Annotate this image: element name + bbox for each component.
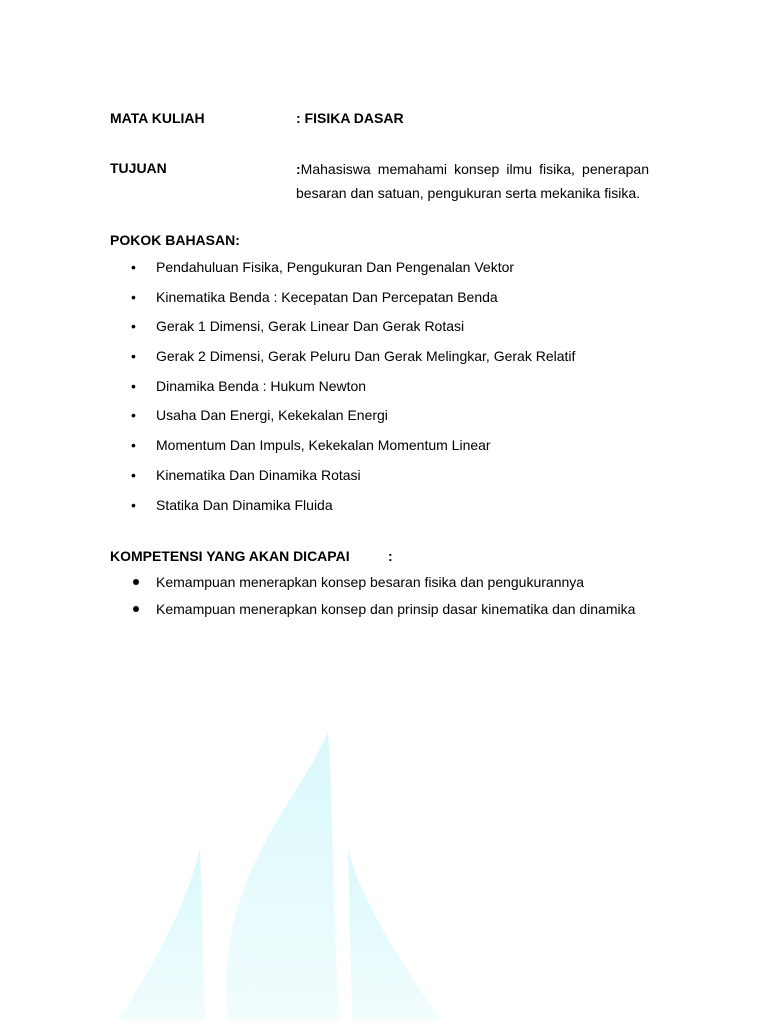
tujuan-line-1 <box>296 157 649 181</box>
watermark-center-spire <box>226 732 340 1020</box>
watermark-logo <box>0 720 768 1024</box>
bullet-dot-icon <box>133 606 139 612</box>
list-item <box>110 317 575 347</box>
mata-kuliah-value: : FISIKA DASAR <box>296 110 404 126</box>
bullet-icon: • <box>131 259 136 275</box>
bullet-icon: • <box>131 318 136 335</box>
list-item <box>110 288 575 318</box>
kompetensi-label: KOMPETENSI YANG AKAN DICAPAI <box>110 548 350 564</box>
list-item <box>110 436 575 466</box>
tujuan-line-2: besaran dan satuan, pengukuran serta mekanika fisika. <box>296 185 640 201</box>
bullet-icon: • <box>131 288 136 305</box>
bullet-icon: • <box>131 348 136 365</box>
kompetensi-list <box>110 573 635 627</box>
list-item-text: Kemampuan menerapkan konsep dan prinsip dasar kinematika dan dinamika <box>156 601 636 617</box>
list-item <box>110 466 575 496</box>
list-item <box>110 406 575 436</box>
bullet-dot-icon <box>133 579 139 585</box>
tujuan-colon: : <box>296 161 301 177</box>
list-item <box>110 347 575 377</box>
list-item <box>110 377 575 407</box>
watermark-right-spire <box>348 848 440 1020</box>
list-item-text: Pendahuluan Fisika, Pengukuran Dan Pengenalan Vektor <box>156 259 515 275</box>
watermark-left-spire <box>118 848 205 1020</box>
tujuan-label: TUJUAN <box>110 160 167 176</box>
list-item <box>110 258 575 288</box>
list-item-text: Gerak 2 Dimensi, Gerak Peluru Dan Gerak Melingkar, Gerak Relatif <box>156 348 576 365</box>
list-item-text: Kinematika Dan Dinamika Rotasi <box>156 466 361 483</box>
list-item <box>110 573 635 600</box>
bullet-icon: • <box>131 496 136 513</box>
pokok-bahasan-label: POKOK BAHASAN: <box>110 232 240 248</box>
list-item-text: Dinamika Benda : Hukum Newton <box>156 377 367 394</box>
bullet-icon: • <box>131 466 136 483</box>
list-item-text: Gerak 1 Dimensi, Gerak Linear Dan Gerak Rotasi <box>156 318 465 335</box>
list-item-text: Statika Dan Dinamika Fluida <box>156 496 333 513</box>
list-item-text: Momentum Dan Impuls, Kekekalan Momentum Linear <box>156 437 491 454</box>
list-item <box>110 496 575 526</box>
bullet-icon: • <box>131 377 136 394</box>
pokok-bahasan-list <box>110 258 575 525</box>
mata-kuliah-label: MATA KULIAH <box>110 110 205 126</box>
bullet-icon: • <box>131 407 136 424</box>
bullet-icon: • <box>131 437 136 454</box>
kompetensi-colon: : <box>388 548 393 564</box>
list-item-text: Usaha Dan Energi, Kekekalan Energi <box>156 407 388 424</box>
list-item <box>110 600 635 627</box>
list-item-text: Kinematika Benda : Kecepatan Dan Percepatan Benda <box>156 288 498 305</box>
tujuan-text <box>296 157 649 205</box>
tujuan-line-1-text: Mahasiswa memahami konsep ilmu fisika, penerapan <box>300 161 649 177</box>
list-item-text: Kemampuan menerapkan konsep besaran fisika dan pengukurannya <box>156 574 585 590</box>
